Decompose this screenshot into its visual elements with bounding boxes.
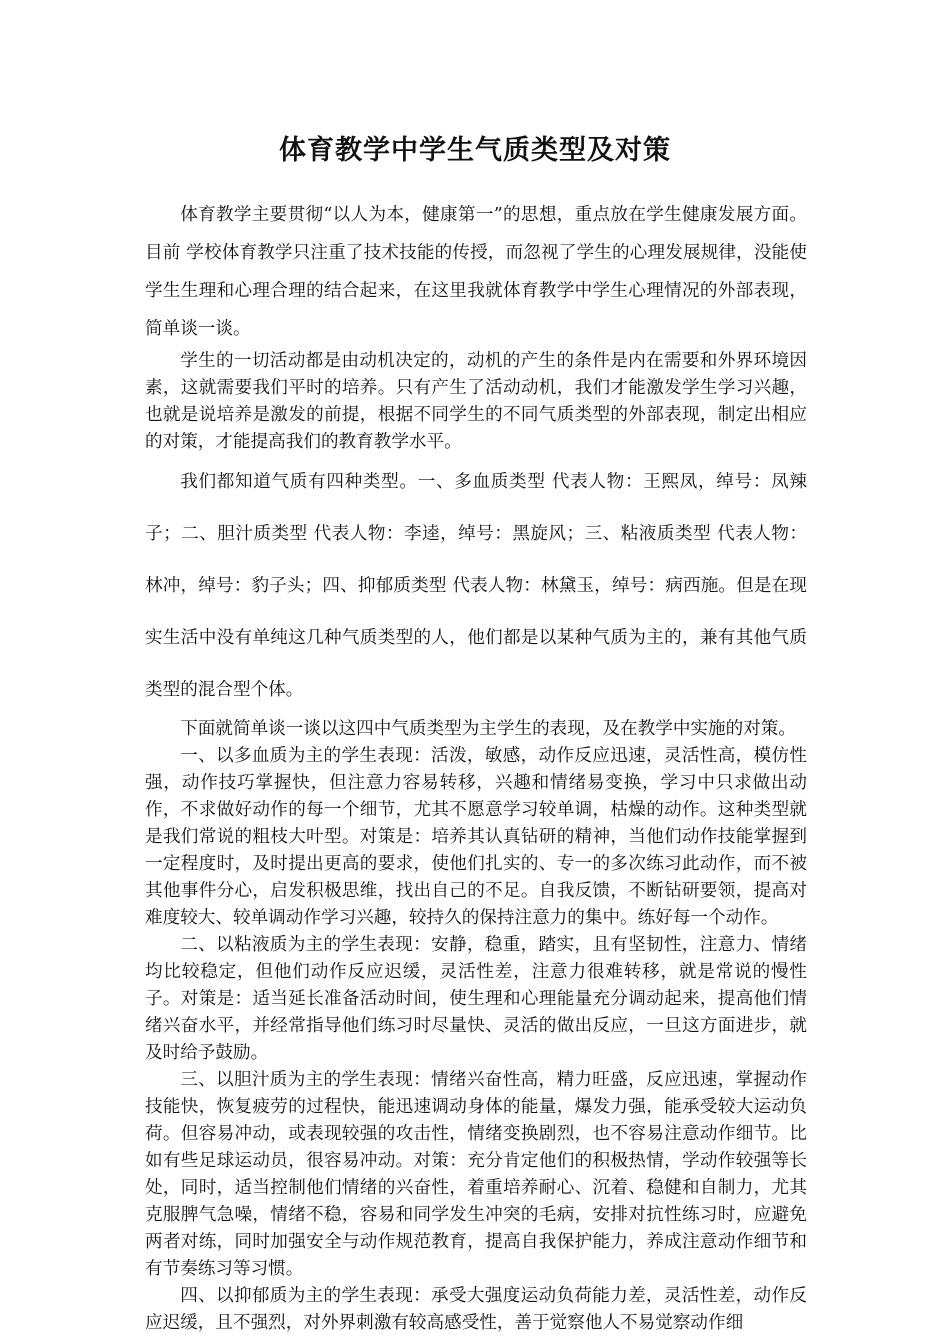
paragraph-overview: 下面就简单谈一谈以这四中气质类型为主学生的表现，及在教学中实施的对策。 bbox=[180, 719, 796, 739]
paragraph-melancholic: 四、以抑郁质为主的学生表现：承受大强度运动负荷能力差，灵活性差，动作反应迟缓，且不强烈，对外界刺激有较高感受性，善于觉察他人不易觉察动作细 bbox=[145, 1286, 807, 1333]
paragraph-sanguine: 一、以多血质为主的学生表现：活泼，敏感，动作反应迅速，灵活性高，模仿性强，动作技巧掌握快，但注意力容易转移，兴趣和情绪易变换，学习中只求做出动作，不求做好动作的每一个细节，尤其不愿意学习较单调，枯燥的动作。这种类型就是我们常说的粗枝大叶型。对策是：培养其认真钻研的精神，当他们动作技能掌握到一定程度时，及时提出更高的要求，使他们扎实的、专一的多次练习此动作，而不被其他事件分心，启发积极思维，找出自己的不足。自我反馈，不断钻研要领，提高对难度较大、较单调动作学习兴趣，较持久的保持注意力的集中。练好每一个动作。 bbox=[145, 746, 807, 928]
paragraph-choleric: 三、以胆汁质为主的学生表现：情绪兴奋性高，精力旺盛，反应迅速，掌握动作技能快，恢复疲劳的过程快，能迅速调动身体的能量，爆发力强，能承受较大运动负荷。但容易冲动，或表现较强的攻击性，情绪变换剧烈，也不容易注意动作细节。比如有些足球运动员，很容易冲动。对策：充分肯定他们的积极热情，学动作较强等长处，同时，适当控制他们情绪的兴奋性，着重培养耐心、沉着、稳健和自制力，尤其克服脾气急噪，情绪不稳，容易和同学发生冲突的毛病，安排对抗性练习时，应避免两者对练，同时加强安全与动作规范教育，提高自我保护能力，养成注意动作细节和有节奏练习等习惯。 bbox=[145, 1070, 807, 1279]
paragraph-phlegmatic: 二、以粘液质为主的学生表现：安静，稳重，踏实，且有坚韧性，注意力、情绪均比较稳定，但他们动作反应迟缓，灵活性差，注意力很难转移，就是常说的慢性子。对策是：适当延长准备活动时间，使生理和心理能量充分调动起来，提高他们情绪兴奋水平，并经常指导他们练习时尽量快、灵活的做出反应，一旦这方面进步，就及时给予鼓励。 bbox=[145, 935, 807, 1063]
document-body bbox=[145, 196, 807, 1337]
paragraph-four-types: 我们都知道气质有四种类型。一、多血质类型 代表人物：王熙凤，绰号：凤辣子；二、胆汁质类型 代表人物：李逵，绰号：黑旋风；三、粘液质类型 代表人物：林冲，绰号：豹子头；四、抑郁质类型 代表人物：林黛玉，绰号：病西施。但是在现实生活中没有单纯这几种气质类型的人，他们都是以某种气质为主的，兼有其他气质类型的混合型个体。 bbox=[145, 472, 807, 700]
document-title: 体育教学中学生气质类型及对策 bbox=[279, 135, 671, 166]
paragraph-intro: 体育教学主要贯彻“以人为本，健康第一”的思想，重点放在学生健康发展方面。目前 学校体育教学只注重了技术技能的传授，而忽视了学生的心理发展规律，没能使学生生理和心理合理的结合起来，在这里我就体育教学中学生心理情况的外部表现，简单谈一谈。 bbox=[145, 205, 807, 339]
paragraph-motivation: 学生的一切活动都是由动机决定的，动机的产生的条件是内在需要和外界环境因素，这就需要我们平时的培养。只有产生了活动动机，我们才能激发学生学习兴趣，也就是说培养是激发的前提，根据不同学生的不同气质类型的外部表现，制定出相应的对策，才能提高我们的教育教学水平。 bbox=[145, 351, 807, 452]
